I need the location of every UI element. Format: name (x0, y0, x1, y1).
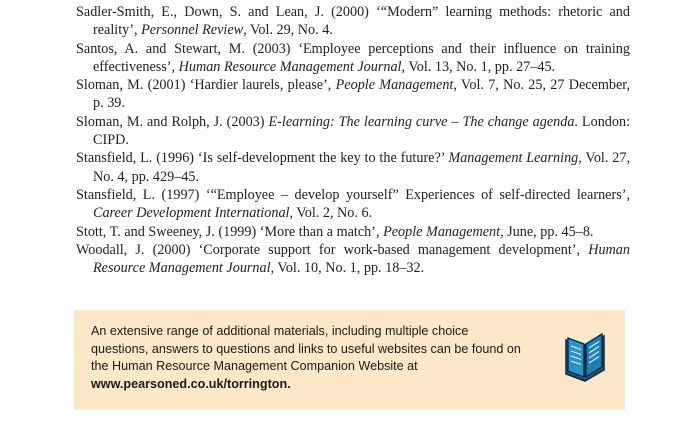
reference-source-title: People Management (335, 77, 454, 94)
reference-text: Sloman, M. (2001) ‘Hardier laurels, please’, (76, 77, 336, 94)
reference-source-title: Human Resource Management Journal (178, 58, 402, 75)
reference-entry (76, 76, 630, 113)
reference-entry (76, 186, 630, 223)
companion-website-box (74, 310, 625, 410)
reference-text: Stott, T. and Sweeney, J. (1999) ‘More than a match’, (76, 223, 384, 240)
reference-source-title: Management Learning (448, 150, 579, 167)
reference-source-title: E-learning: The learning curve – The change agenda (268, 113, 575, 130)
reference-entry (76, 3, 630, 40)
reference-list (76, 3, 630, 277)
reference-source-title: Human Resource Management Journal (93, 241, 630, 277)
reference-text: Stansfield, L. (1996) ‘Is self-development the key to the future?’ (76, 150, 449, 167)
reference-text: Stansfield, L. (1997) ‘“Employee – develop yourself” Experiences of self-directed learners’, (76, 186, 630, 203)
reference-text: , Vol. 27, No. 4, pp. 429–45. (93, 150, 630, 185)
companion-description: An extensive range of additional materials, including multiple choice questions, answers to questions and links to useful websites can be found on the Human Resource Management Companion Website at (91, 324, 521, 374)
reference-text: , June, pp. 45–8. (500, 223, 594, 240)
reference-text: , Vol. 7, No. 25, 27 December, p. 39. (93, 77, 630, 112)
reference-source-title: Personnel Review (141, 22, 244, 39)
companion-url[interactable]: www.pearsoned.co.uk/torrington. (91, 376, 291, 391)
reference-entry (76, 241, 630, 278)
reference-text: Woodall, J. (2000) ‘Corporate support for work-based management development’, (76, 241, 589, 258)
reference-text: , Vol. 10, No. 1, pp. 18–32. (270, 260, 425, 277)
reference-entry (76, 223, 630, 241)
reference-text: Sadler-Smith, E., Down, S. and Lean, J. (2000) ‘“Modern” learning methods: rhetoric and reality’, (76, 4, 630, 39)
reference-text: Santos, A. and Stewart, M. (2003) ‘Employee perceptions and their influence on training effectiveness’, (76, 40, 630, 75)
reference-entry (76, 149, 630, 186)
reference-text: , Vol. 2, No. 6. (289, 205, 373, 222)
reference-source-title: People Management (383, 223, 501, 240)
open-book-icon (560, 326, 610, 386)
reference-text: Sloman, M. and Rolph, J. (2003) (76, 113, 269, 130)
reference-text: . London: CIPD. (93, 113, 631, 149)
reference-text: , Vol. 29, No. 4. (243, 22, 333, 39)
companion-website-text (91, 323, 521, 393)
reference-text: , Vol. 13, No. 1, pp. 27–45. (401, 58, 556, 75)
reference-source-title: Career Development International (93, 205, 290, 222)
reference-entry (76, 40, 630, 77)
reference-entry (76, 113, 630, 150)
